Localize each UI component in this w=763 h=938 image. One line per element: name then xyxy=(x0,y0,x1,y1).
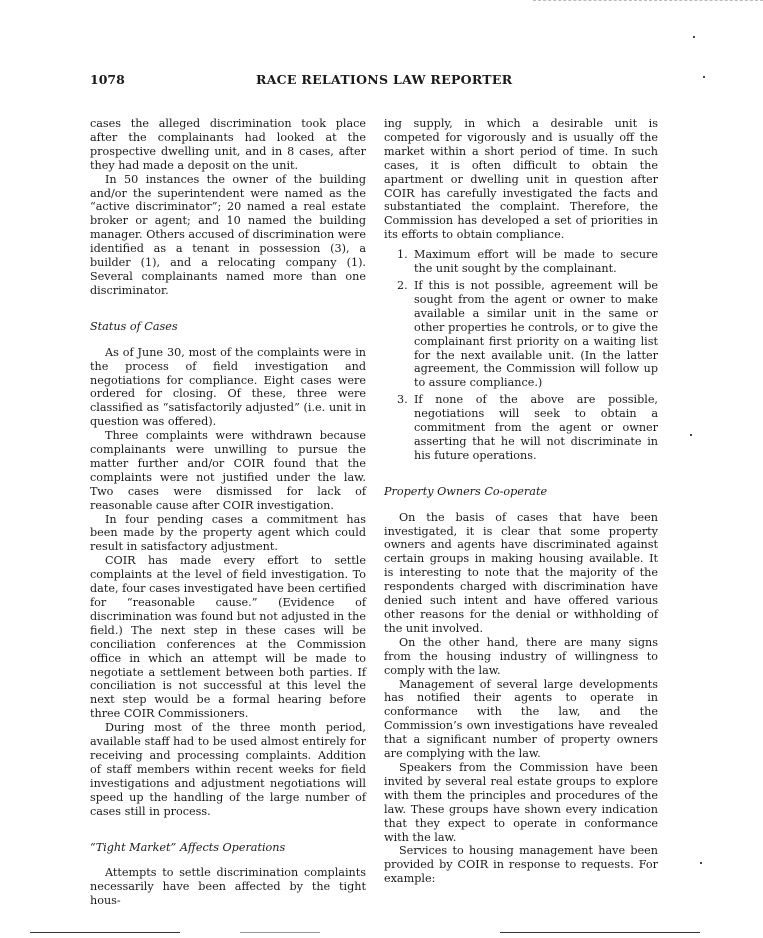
scan-bottom-rule xyxy=(500,932,700,933)
paragraph: In 50 instances the owner of the building and/or the superintendent were named as the “active discriminator”; 20 named a real estate broker or agent; and 10 named the building manager. Others accused of discrimination were identified as a tenant in possession (3), a builder (1), and a relocating company (1). Several complainants named more than one discriminator. xyxy=(90,172,366,297)
list-text: If this is not possible, agreement will be sought from the agent or owner to make available a similar unit in the same or other properties he controls, or to give the complainant first priority on a waiting list for the next available unit. (In the latter agreement, the Commission will follow up to assure compliance.) xyxy=(414,278,658,390)
scan-speck xyxy=(703,76,705,78)
paragraph: COIR has made every effort to settle complaints at the level of field investigation. To date, four cases investigated have been certified for “reasonable cause.” (Evidence of discrimination was found but not adjusted in the field.) The next step in these cases will be conciliation conferences at the Commission office in which an attempt will be made to negotiate a settlement between both parties. If conciliation is not successful at this level the next step would be a formal hearing before three COIR Commissioners. xyxy=(90,554,367,721)
list-text: Maximum effort will be made to secure the unit sought by the complainant. xyxy=(414,248,658,276)
paragraph: Management of several large developments has notified their agents to operate in conformance with the law, and the Commission’s own investigations have revealed that a significant number of property owners are complying with the law. xyxy=(384,677,658,761)
paragraph: In four pending cases a commitment has been made by the property agent which could result in satisfactory adjustment. xyxy=(90,512,366,554)
list-number: 2. xyxy=(397,278,408,292)
section-heading: Status of Cases xyxy=(90,319,178,333)
paragraph: cases the alleged discrimination took place after the complainants had looked at the prospective dwelling unit, and in 8 cases, after they had made a deposit on the unit. xyxy=(90,117,366,172)
paragraph: Services to housing management have been provided by COIR in response to requests. For example: xyxy=(384,844,658,886)
list-item xyxy=(384,248,658,276)
left-column xyxy=(90,117,366,908)
list-number: 3. xyxy=(397,393,408,407)
scan-speck xyxy=(700,862,702,864)
scan-edge-marks xyxy=(533,0,763,3)
paragraph: On the other hand, there are many signs from the housing industry of willingness to comply with the law. xyxy=(384,635,658,677)
page-header xyxy=(90,72,710,88)
scan-bottom-rule xyxy=(240,932,320,933)
paragraph: On the basis of cases that have been investigated, it is clear that some property owners and agents have discriminated against certain groups in making housing available. It is interesting to note that the majority of the respondents charged with discrimination have denied such intent and have offered various other reasons for the denial or withholding of the unit involved. xyxy=(384,510,658,635)
list-text: If none of the above are possible, negotiations will seek to obtain a commitment from the agent or owner asserting that he will not discriminate in his future operations. xyxy=(414,393,658,462)
list-number: 1. xyxy=(397,248,408,262)
paragraph: During most of the three month period, available staff had to be used almost entirely for receiving and processing complaints. Addition of staff members within recent weeks for field investigations and adjustment negotiations will speed up the handling of the large number of cases still in process. xyxy=(90,721,366,818)
right-column xyxy=(384,117,658,886)
paragraph: Three complaints were withdrawn because complainants were unwilling to pursue the matter further and/or COIR found that the complaints were not justified under the law. Two cases were dismissed for lack of reasonable cause after COIR investigation. xyxy=(90,429,366,512)
scan-bottom-rule xyxy=(30,932,180,933)
paragraph: ing supply, in which a desirable unit is competed for vigorously and is usually off the market within a short period of time. In such cases, it is often difficult to obtain the apartment or dwelling unit in question after COIR has carefully investigated the facts and substantiated the complaint. Therefore, the Commission has developed a set of priorities in its efforts to obtain compliance. xyxy=(384,117,658,242)
section-heading: “Tight Market” Affects Operations xyxy=(90,840,286,854)
paragraph: As of June 30, most of the complaints were in the process of field investigation and negotiations for compliance. Eight cases were ordered for closing. Of these, three were classified as “satisfactorily adjusted” (i.e. unit in question was offered). xyxy=(90,345,366,429)
scan-speck xyxy=(693,36,695,38)
running-head: RACE RELATIONS LAW REPORTER xyxy=(256,72,513,87)
scan-speck xyxy=(690,434,692,436)
section-heading: Property Owners Co-operate xyxy=(384,484,548,498)
list-item xyxy=(384,393,658,463)
page-number: 1078 xyxy=(90,72,125,87)
paragraph: Speakers from the Commission have been invited by several real estate groups to explore with them the principles and procedures of the law. These groups have shown every indication that they expect to operate in conformance with the law. xyxy=(384,760,658,844)
paragraph: Attempts to settle discrimination complaints necessarily have been affected by the tight hous- xyxy=(90,866,366,908)
priority-list xyxy=(384,248,658,463)
list-item xyxy=(384,279,658,390)
